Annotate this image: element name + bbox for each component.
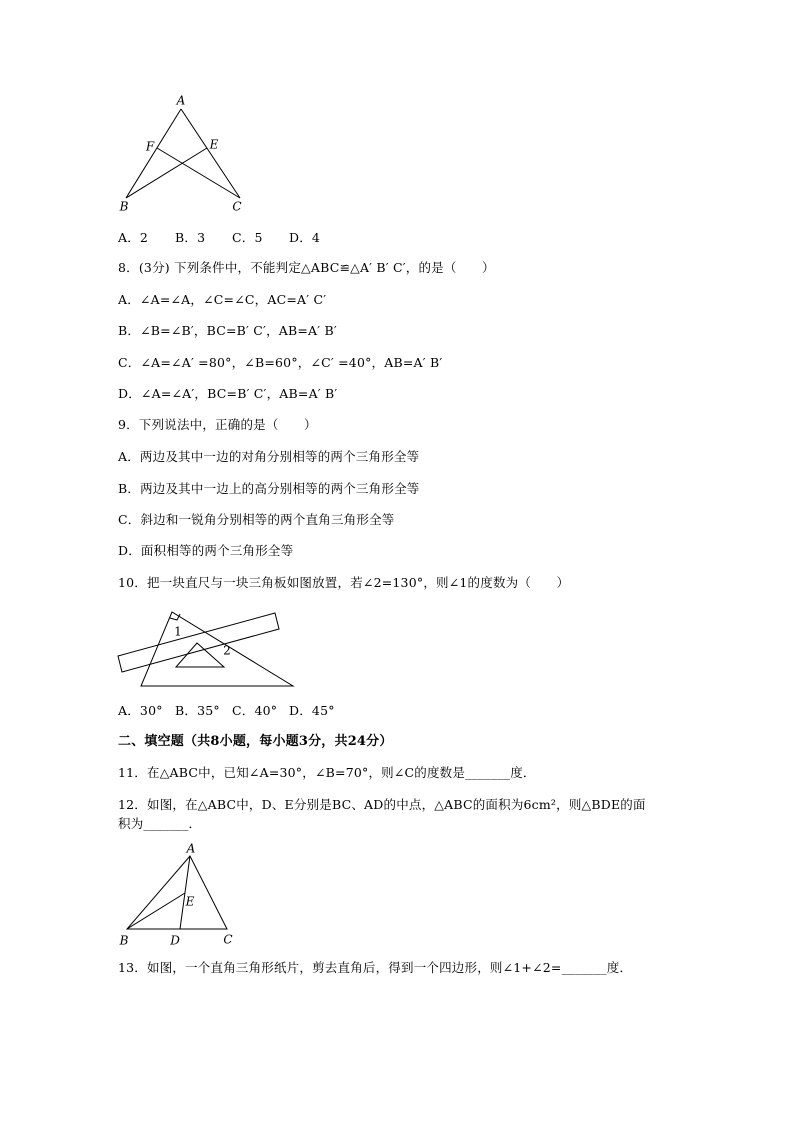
q12-line2: 积为_______． xyxy=(118,816,202,831)
q9-option-d[interactable]: D．面积相等的两个三角形全等 xyxy=(118,543,294,558)
label-b: B xyxy=(119,199,129,214)
label-d: D xyxy=(170,933,180,948)
label-f: F xyxy=(145,139,155,154)
option-c[interactable]: C．40° xyxy=(232,703,278,718)
triangle-abc xyxy=(127,856,227,929)
q12-line1: 12．如图，在△ABC中，D、E分别是BC、AD的中点，△ABC的面积为6cm²，则△BDE的面 xyxy=(118,797,646,812)
q8-stem: 8．(3分) 下列条件中，不能判定△ABC≌△A′ B′ C′，的是（ ） xyxy=(118,260,495,275)
segment-ad xyxy=(180,856,190,929)
option-a[interactable]: A．2 xyxy=(118,230,149,245)
q8-option-b[interactable]: B．∠B=∠B′，BC=B′ C′，AB=A′ B′ xyxy=(118,323,337,338)
q8-option-a[interactable]: A．∠A=∠A，∠C=∠C，AC=A′ C′ xyxy=(118,292,327,307)
q8-option-d[interactable]: D．∠A=∠A′，BC=B′ C′，AB=A′ B′ xyxy=(118,386,338,401)
q9-option-c[interactable]: C．斜边和一锐角分别相等的两个直角三角形全等 xyxy=(118,512,395,527)
label-a: A xyxy=(176,93,186,108)
q9-stem: 9．下列说法中，正确的是（ ） xyxy=(118,417,317,432)
option-b[interactable]: B．3 xyxy=(175,230,206,245)
option-b[interactable]: B．35° xyxy=(175,703,220,718)
label-b: B xyxy=(119,933,129,948)
label-a: A xyxy=(186,841,196,856)
option-c[interactable]: C．5 xyxy=(232,230,263,245)
label-c: C xyxy=(223,932,233,947)
segment-be xyxy=(127,893,185,929)
option-d[interactable]: D．45° xyxy=(289,703,335,718)
q9-option-a[interactable]: A．两边及其中一边的对角分别相等的两个三角形全等 xyxy=(118,449,420,464)
q10-stem: 10．把一块直尺与一块三角板如图放置，若∠2=130°，则∠1的度数为（ ） xyxy=(118,575,570,590)
q9-option-b[interactable]: B．两边及其中一边上的高分别相等的两个三角形全等 xyxy=(118,481,420,496)
label-c: C xyxy=(232,199,242,214)
q13-text: 13．如图，一个直角三角形纸片，剪去直角后，得到一个四边形，则∠1+∠2=_______度． xyxy=(118,960,633,975)
q8-option-c[interactable]: C．∠A=∠A′ =80°，∠B=60°，∠C′ =40°，AB=A′ B′ xyxy=(118,355,443,370)
option-a[interactable]: A．30° xyxy=(118,703,163,718)
label-e: E xyxy=(209,137,219,152)
angle-1-label: 1 xyxy=(174,624,182,639)
option-d[interactable]: D．4 xyxy=(289,230,321,245)
angle-2-label: 2 xyxy=(223,643,231,658)
label-e: E xyxy=(185,894,195,909)
q11-text: 11．在△ABC中，已知∠A=30°，∠B=70°，则∠C的度数是_______度． xyxy=(118,765,536,780)
section-heading: 二、填空题（共8小题，每小题3分，共24分） xyxy=(118,734,393,749)
